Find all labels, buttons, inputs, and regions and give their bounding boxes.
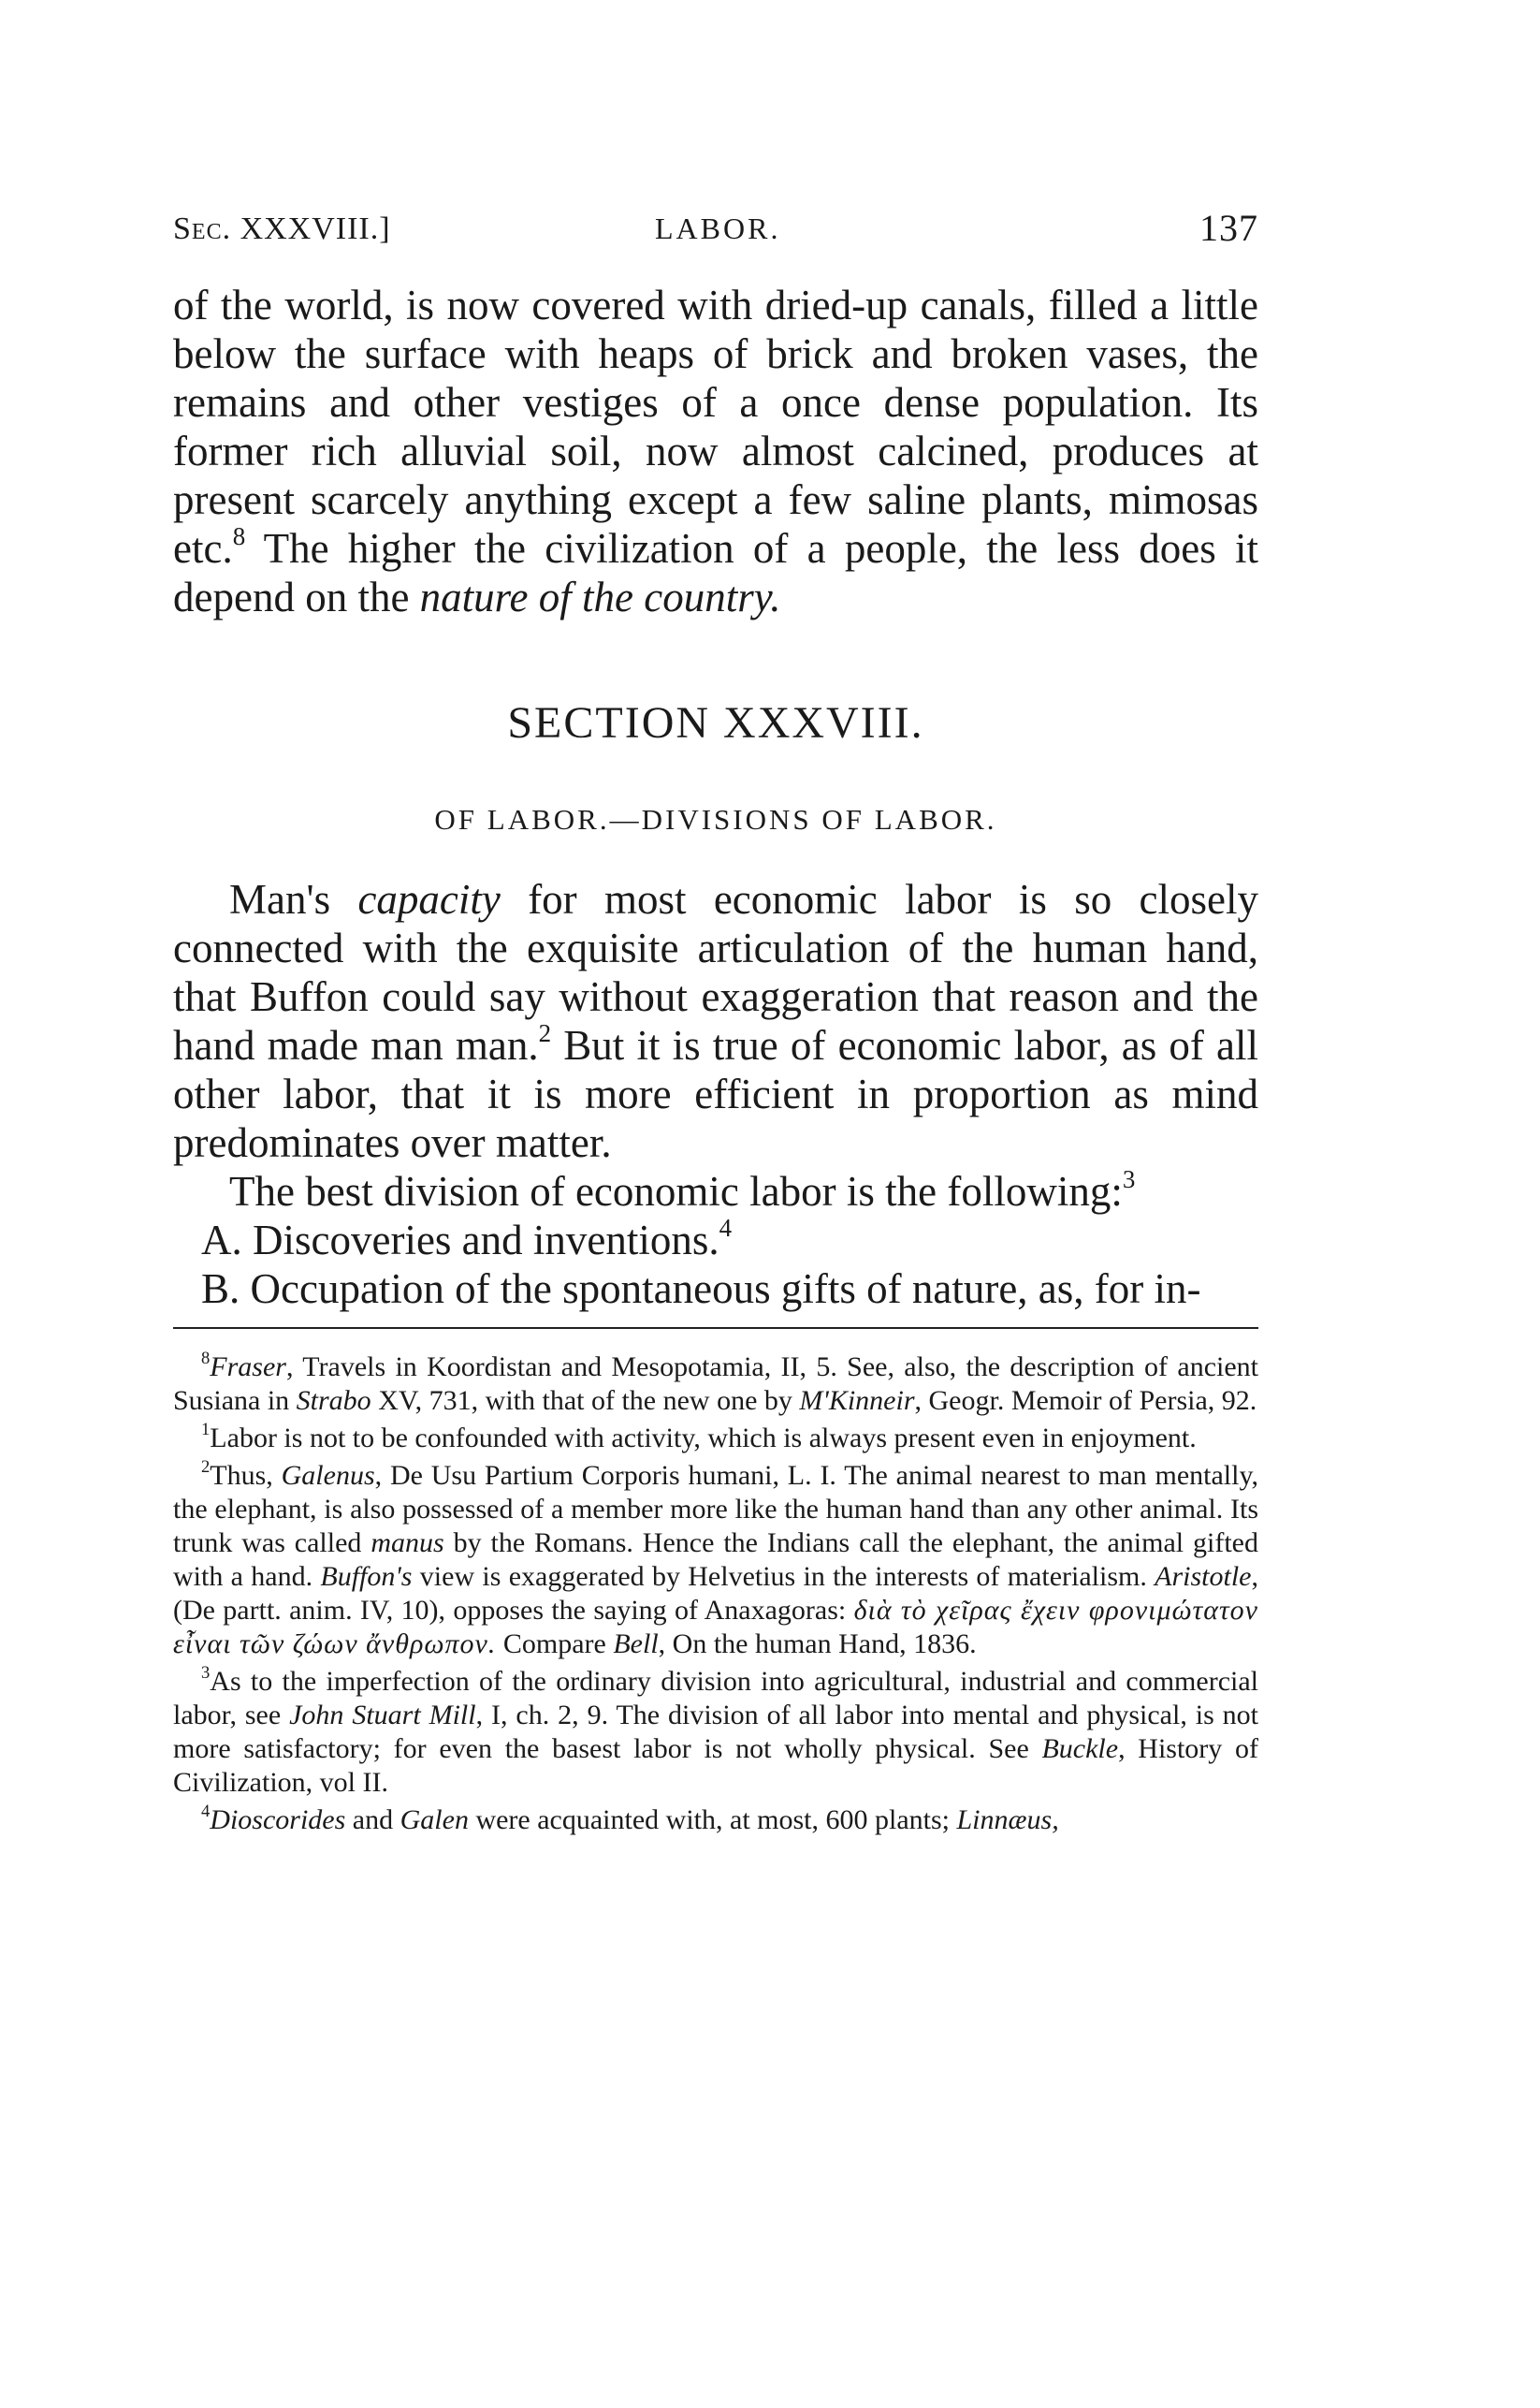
emphasis: Strabo [296, 1385, 371, 1416]
footnote [173, 1456, 1259, 1661]
list-item-text: A. Discoveries and inventions. [201, 1217, 719, 1263]
footnote [173, 1662, 1259, 1800]
footnote-text: , Geogr. Memoir of Persia, 92. [914, 1385, 1257, 1416]
paragraph [173, 1167, 1258, 1216]
paragraph-text: But it is true of economic labor, as of all other labor, that it is more efficient in proportion as mind predominates over matter. [173, 1022, 1259, 1166]
emphasis: Galenus [281, 1460, 375, 1491]
footnote-text: and [345, 1804, 400, 1835]
paragraph-text: for most economic labor is so closely connected with the exquisite articulation of the human hand, that Buffon could say without exaggeration that reason and the hand made man man. [173, 876, 1258, 1069]
emphasis: Bell [613, 1628, 659, 1659]
footnote-text: were acquainted with, at most, 600 plants; [468, 1804, 957, 1835]
footnote-mark: 4 [201, 1801, 211, 1821]
footnote-mark: 1 [201, 1419, 211, 1439]
footnote-text: As to the imperfection of the ordinary division into agricultural, industrial and commercial labor, see [173, 1666, 1258, 1730]
running-head [173, 206, 1258, 253]
footnote-text: , On the human Hand, 1836. [658, 1628, 977, 1659]
footnote-text: , History of Civilization, vol II. [173, 1733, 1258, 1798]
footnote-mark: 3 [201, 1662, 211, 1683]
footnote-text: , I, ch. 2, 9. The division of all labor into mental and physical, is not more satisfactory; for even the basest labor is not wholly physical. See [173, 1700, 1259, 1764]
footnote-text: XV, 731, with that of the new one by [370, 1385, 800, 1416]
footnotes [173, 1350, 1258, 1841]
footnote-divider [173, 1327, 1258, 1329]
footnote [173, 1803, 1258, 1837]
footnote-text: , De Usu Partium Corporis humani, L. I. The animal nearest to man mentally, the elephant, is also possessed of a member more like the human hand than any other animal. Its trunk was called [173, 1460, 1259, 1558]
footnote-text: by the Romans. Hence the Indians call the elephant, the animal gifted with a hand. [173, 1527, 1258, 1592]
footnote [173, 1419, 1258, 1455]
footnote-text: Thus, [210, 1460, 282, 1491]
emphasis: nature of the country. [419, 574, 781, 620]
emphasis: M'Kinneir [799, 1385, 915, 1416]
page-number: 137 [1199, 207, 1258, 249]
paragraph [173, 875, 1258, 1167]
section-title: SECTION XXXVIII. [507, 698, 924, 748]
section-subtitle: OF LABOR.—DIVISIONS OF LABOR. [434, 803, 997, 836]
footnote [173, 1350, 1258, 1418]
emphasis: Buffon's [320, 1561, 413, 1592]
footnote-ref: 3 [1122, 1165, 1136, 1194]
list-item-text: B. Occupation of the spontaneous gifts of nature, as, for in- [201, 1265, 1201, 1312]
footnote-ref: 8 [232, 522, 246, 551]
footnote-mark: 2 [201, 1456, 211, 1477]
list-item [173, 1264, 1258, 1313]
emphasis: Fraser [210, 1351, 286, 1382]
emphasis: capacity [357, 876, 501, 923]
footnote-text: Compare [496, 1628, 614, 1659]
footnote-text: view is exaggerated by Helvetius in the interests of materialism. [412, 1561, 1155, 1592]
paragraph [173, 281, 1258, 621]
paragraph-text: The higher the civilization of a people, the less does it depend on the [173, 525, 1258, 620]
running-head-title: LABOR. [655, 212, 781, 245]
greek-quotation: διὰ τὸ χεῖρας ἔχειν φρονιμώτατον εἶναι τῶν ζώων ἄνθρωπον. [173, 1595, 1258, 1659]
emphasis: Galen [400, 1804, 469, 1835]
paragraph-text: Man's [229, 876, 358, 923]
list-item [173, 1216, 1258, 1264]
footnote-text: , (De partt. anim. IV, 10), opposes the saying of Anaxagoras: [173, 1561, 1258, 1626]
footnote-ref: 4 [719, 1214, 733, 1243]
emphasis: manus [370, 1527, 444, 1558]
emphasis: Aristotle [1155, 1561, 1252, 1592]
footnote-mark: 8 [201, 1348, 211, 1368]
footnote-text: Labor is not to be confounded with activity, which is always present even in enjoyment. [210, 1423, 1197, 1453]
section-body [173, 875, 1258, 1313]
paragraph-text: The best division of economic labor is the following: [229, 1168, 1123, 1215]
paragraph-text: of the world, is now covered with dried-up canals, filled a little below the surface with heaps of brick and broken vases, the remains and other vestiges of a once dense population. Its former rich alluvial soil, now almost calcined, produces at present scarcely anything except a few saline plants, mimosas etc. [173, 282, 1258, 572]
emphasis: Dioscorides [210, 1804, 346, 1835]
running-head-section: Sec. XXXVIII.] [173, 212, 391, 246]
footnote-text: , Travels in Koordistan and Mesopotamia, II, 5. See, also, the description of ancient Susiana in [173, 1351, 1258, 1416]
emphasis: Buckle [1041, 1733, 1119, 1764]
emphasis: John Stuart Mill [289, 1700, 476, 1730]
emphasis: Linnæus, [956, 1804, 1059, 1835]
footnote-ref: 2 [538, 1019, 552, 1048]
continuation-paragraph [173, 281, 1258, 621]
